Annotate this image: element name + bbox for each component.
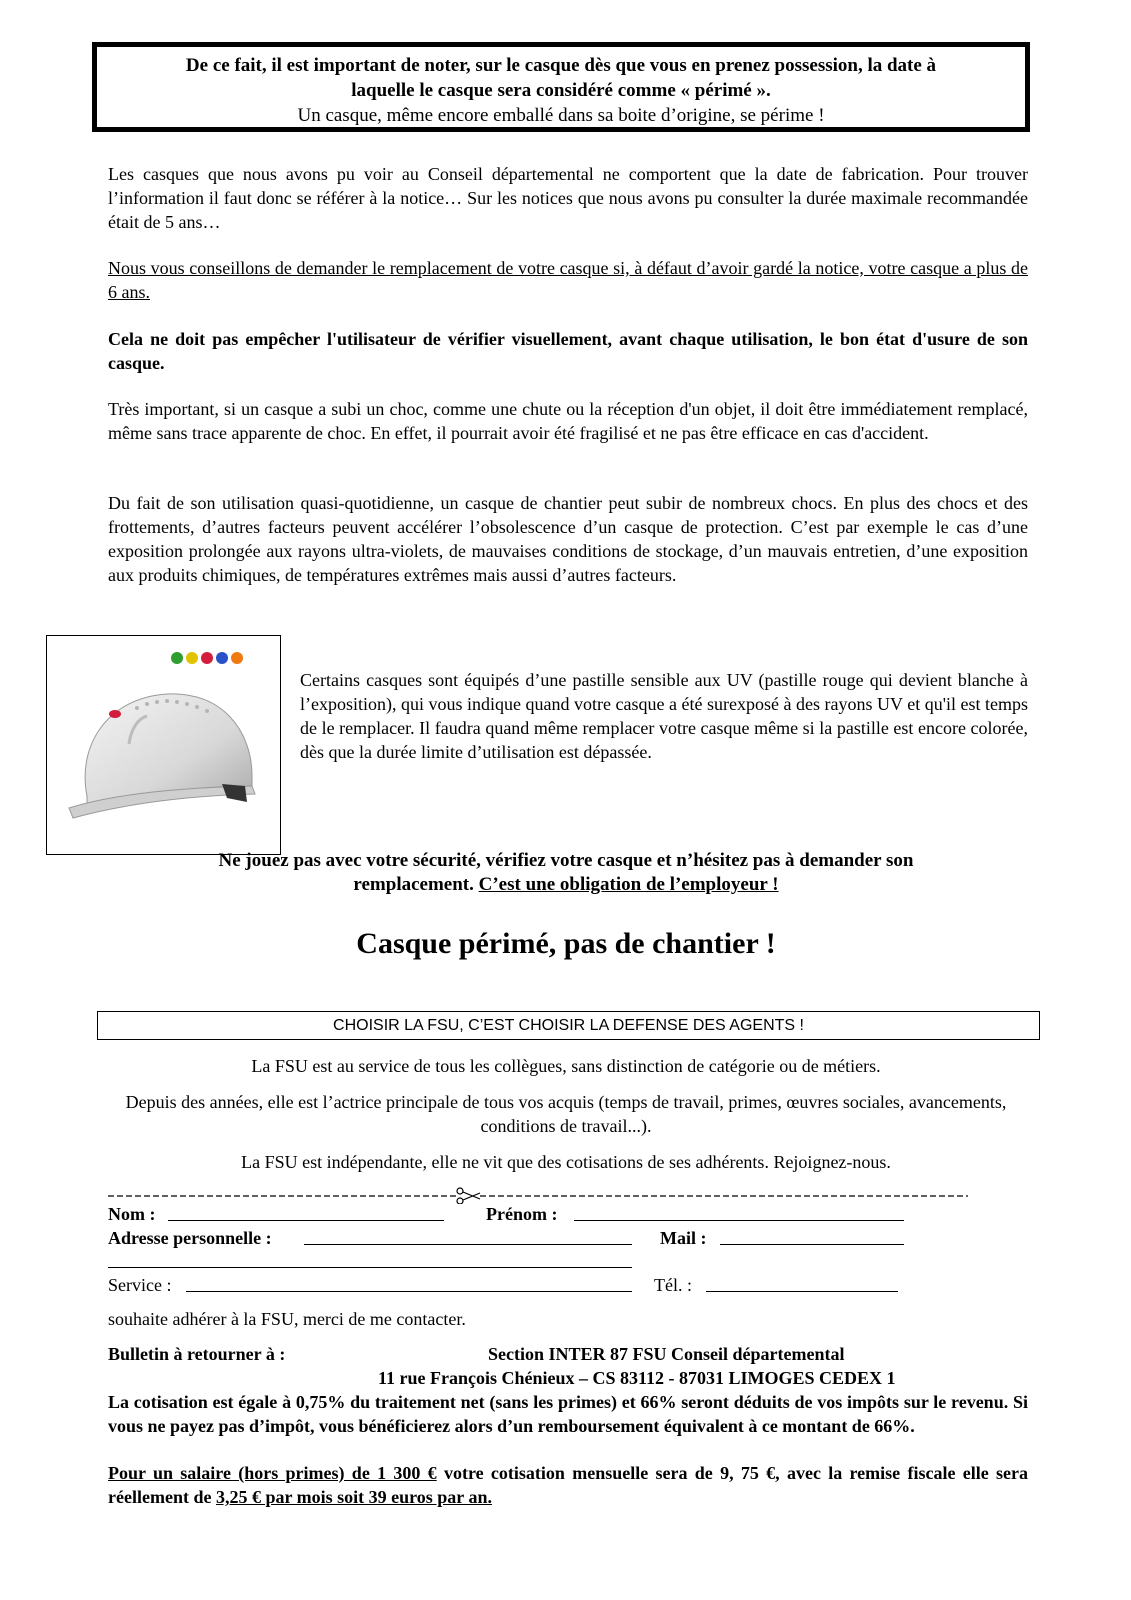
tel-field[interactable] [706, 1273, 898, 1298]
monthly-cost: 3,25 € par mois soit 39 euros par an. [215, 1487, 492, 1507]
paragraph-advice: Nous vous conseillons de demander le remplacement de votre casque si, à défaut d’avoir gardé la notice, votre casque a plus de 6 ans. [108, 258, 1028, 302]
prenom-label: Prénom : [486, 1204, 558, 1224]
uv-indicator-text: Certains casques sont équipés d’une pastille sensible aux UV (pastille rouge qui devient blanche à l’exposition), qui vous indique quand votre casque a été surexposé à des rayons UV et qu'il est temps de le remplacer. Il faudra quand même remplacer votre casque même si la pastille est encore colorée, dès que la durée limite d’utilisation est dépassée. [300, 670, 1028, 762]
bulletin-address: 11 rue François Chénieux – CS 83112 - 87031 LIMOGES CEDEX 1 [378, 1368, 896, 1388]
service-field[interactable] [186, 1273, 632, 1298]
form-row-service [108, 1273, 1028, 1297]
adresse-field-line-2[interactable] [108, 1249, 632, 1274]
nom-label: Nom : [108, 1204, 156, 1224]
service-label: Service : [108, 1275, 172, 1295]
adresse-field[interactable] [304, 1226, 632, 1251]
form-row-address [108, 1226, 1028, 1250]
prenom-field[interactable] [574, 1202, 904, 1227]
scissors-cut-line [108, 1184, 968, 1204]
fsu-service-text: La FSU est au service de tous les collègues, sans distinction de catégorie ou de métiers. [251, 1056, 881, 1076]
form-row-names [108, 1202, 1028, 1226]
bulletin-address-row [108, 1366, 1028, 1390]
paragraph-notice-info: Les casques que nous avons pu voir au Conseil départemental ne comportent que la date de fabrication. Pour trouver l’information il faut donc se référer à la notice… Sur les notices que nous avons pu consulter la durée maximale recommandée était de 5 ans… [108, 164, 1028, 232]
membership-request-text: souhaite adhérer à la FSU, merci de me contacter. [108, 1309, 466, 1329]
bulletin-row [108, 1342, 1028, 1366]
salary-text: votre cotisation mensuelle sera de 9, 75 €, avec la remise fiscale elle sera réellement de [108, 1463, 1028, 1507]
employer-obligation: C’est une obligation de l’employeur ! [478, 874, 779, 895]
safety-warning-line-2 [92, 873, 1040, 897]
helmet-image [46, 635, 281, 855]
notice-regular-line: Un casque, même encore emballé dans sa boite d’origine, se périme ! [297, 105, 825, 126]
fsu-banner: CHOISIR LA FSU, C’EST CHOISIR LA DEFENSE DES AGENTS ! [97, 1011, 1040, 1040]
helmet-icon [47, 636, 279, 853]
mail-field[interactable] [720, 1226, 904, 1251]
notice-bold-line-2: laquelle le casque sera considéré comme « périmé ». [351, 80, 771, 101]
adresse-label: Adresse personnelle : [108, 1228, 272, 1248]
notice-bold-line-1: De ce fait, il est important de noter, sur le casque dès que vous en prenez possession, la date à [185, 55, 937, 76]
cotisation-text: La cotisation est égale à 0,75% du traitement net (sans les primes) et 66% seront déduits de vos impôts sur le revenu. Si vous ne payez pas d’impôt, vous bénéficierez alors d’un remboursement équivalent à ce montant de 66%. [108, 1392, 1028, 1436]
color-dot [171, 652, 183, 664]
bulletin-label: Bulletin à retourner à : [108, 1344, 286, 1364]
paragraph-shock-warning: Très important, si un casque a subi un choc, comme une chute ou la réception d'un objet, il doit être immédiatement remplacé, même sans trace apparente de choc. En effet, il pourrait avoir été fragilisé et ne pas être efficace en cas d'accident. [108, 399, 1028, 443]
paragraph-obsolescence: Du fait de son utilisation quasi-quotidienne, un casque de chantier peut subir de nombreux chocs. En plus des chocs et des frottements, d’autres facteurs peuvent accélérer l’obsolescence d’un casque de protection. C’est par exemple le cas d’une exposition prolongée aux rayons ultra-violets, de mauvaises conditions de stockage, d’un mauvais entretien, d’une exposition aux produits chimiques, de températures extrêmes mais aussi d’autres facteurs. [108, 493, 1028, 585]
salary-amount: Pour un salaire (hors primes) de 1 300 € [108, 1463, 437, 1483]
color-dot [216, 652, 228, 664]
important-notice-box [92, 42, 1030, 132]
color-dot [231, 652, 243, 664]
paragraph-visual-check: Cela ne doit pas empêcher l'utilisateur de vérifier visuellement, avant chaque utilisation, le bon état d'usure de son casque. [108, 329, 1028, 373]
safety-warning-line-1: Ne jouez pas avec votre sécurité, vérifiez votre casque et n’hésitez pas à demander son [218, 850, 914, 871]
fsu-history-text: Depuis des années, elle est l’actrice principale de tous vos acquis (temps de travail, primes, œuvres sociales, avancements, conditions de travail...). [125, 1092, 1007, 1136]
safety-warning-plain: remplacement. [353, 874, 479, 895]
color-dot [201, 652, 213, 664]
salary-example [108, 1461, 1028, 1509]
form-row-address-2 [108, 1249, 1028, 1273]
nom-field[interactable] [168, 1202, 444, 1227]
safety-warning [92, 849, 1040, 897]
tel-label: Tél. : [654, 1275, 692, 1295]
color-dot [186, 652, 198, 664]
bulletin-section: Section INTER 87 FSU Conseil départemental [488, 1344, 845, 1364]
fsu-independence-text: La FSU est indépendante, elle ne vit que des cotisations de ses adhérents. Rejoignez-nous. [241, 1152, 891, 1172]
mail-label: Mail : [660, 1228, 707, 1248]
slogan-title: Casque périmé, pas de chantier ! [356, 927, 776, 960]
